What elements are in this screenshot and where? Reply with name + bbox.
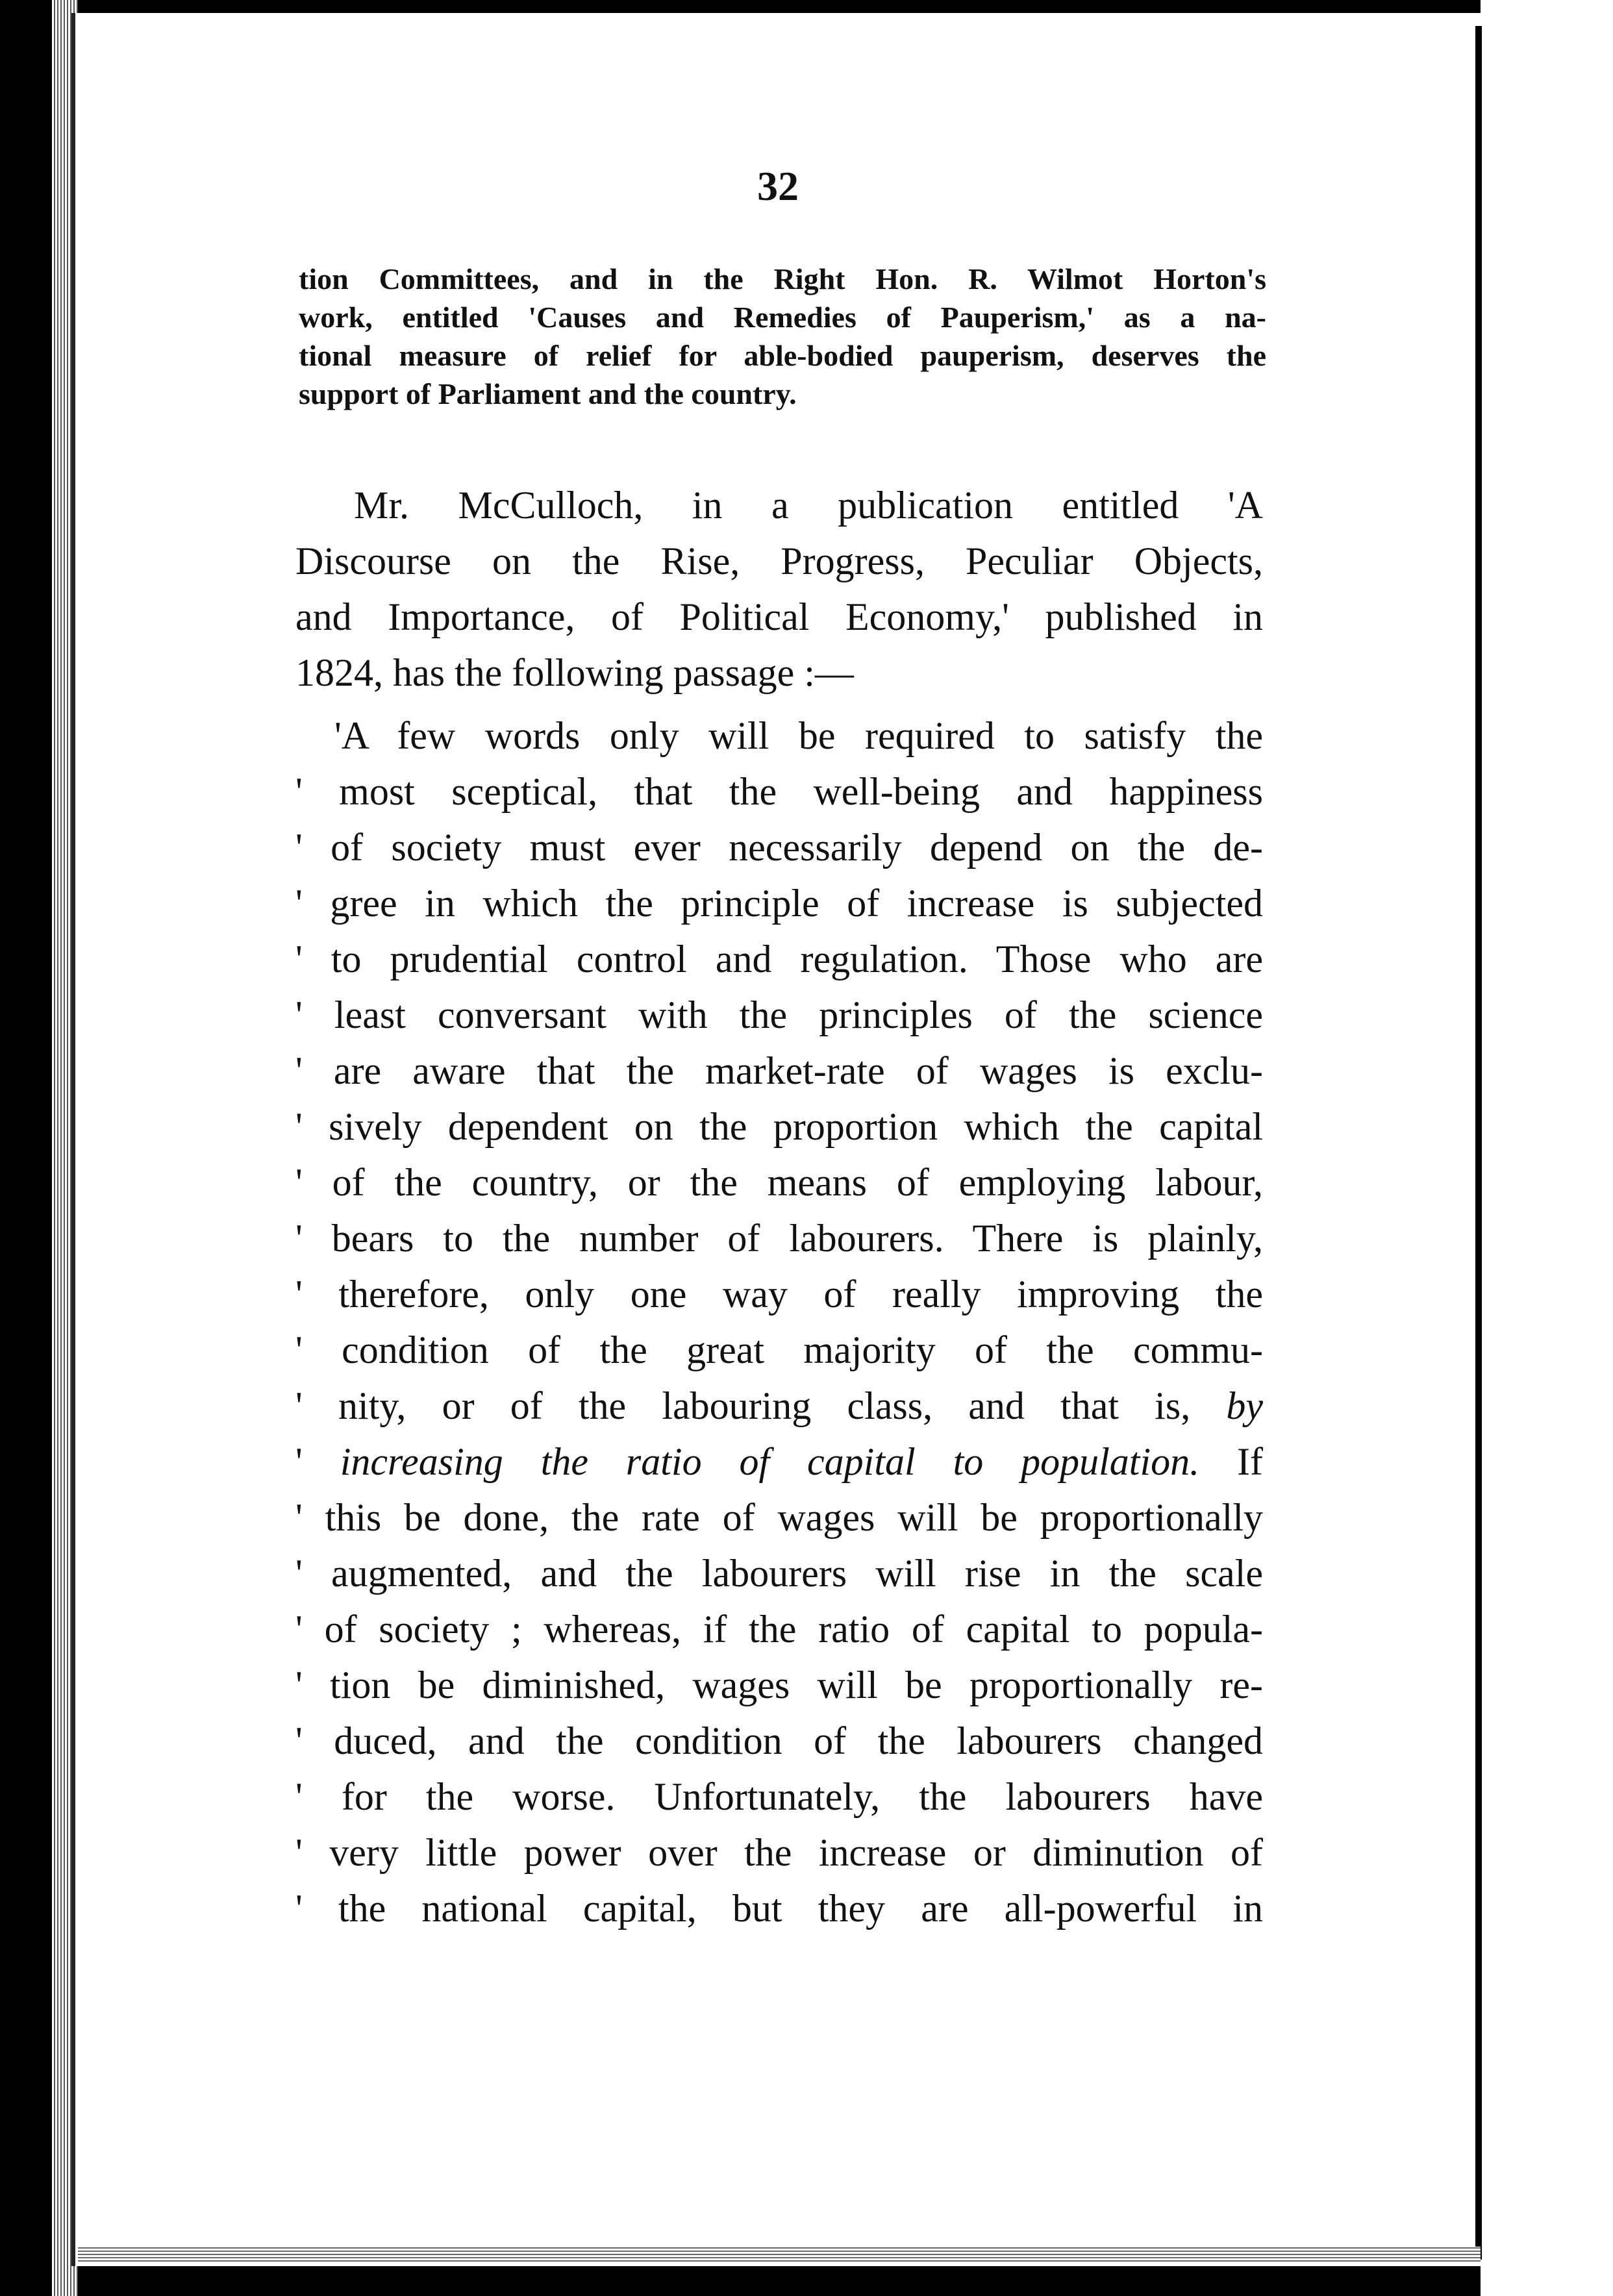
quote-text: ' [295,1440,340,1483]
quote-text: ' nity, or of the labouring class, and that is, [295,1384,1227,1427]
quote-line: ' condition of the great majority of the commu- [295,1329,1263,1371]
quote-line: ' of society ; whereas, if the ratio of capital to popula- [295,1608,1263,1651]
intro-line: Discourse on the Rise, Progress, Peculiar Objects, [295,540,1263,582]
quote-line: ' for the worse. Unfortunately, the labourers have [295,1775,1263,1818]
quote-line: 'A few words only will be required to satisfy the [334,714,1263,757]
page-edge-bottom [78,2247,1481,2264]
quote-line: ' duced, and the condition of the labourers changed [295,1719,1263,1762]
footnote-paragraph [299,260,1266,413]
quote-line: ' therefore, only one way of really improving the [295,1273,1263,1316]
quote-line: ' this be done, the rate of wages will be proportionally [295,1496,1263,1539]
footnote-line: tion Committees, and in the Right Hon. R. Wilmot Horton's [299,262,1266,295]
footnote-line: work, entitled 'Causes and Remedies of Pauperism,' as a na- [299,301,1266,334]
quote-line: ' sively dependent on the proportion which the capital [295,1105,1263,1148]
quoted-passage [295,708,1263,1936]
quote-line: ' bears to the number of labourers. There is plainly, [295,1217,1263,1260]
quote-line: ' the national capital, but they are all-powerful in [295,1887,1263,1930]
quote-line: ' to prudential control and regulation. Those who are [295,938,1263,980]
quote-line: ' very little power over the increase or diminution of [295,1831,1263,1874]
footnote-line: tional measure of relief for able-bodied pauperism, deserves the [299,339,1266,372]
quote-line-mixed [295,1378,1263,1434]
intro-line: 1824, has the following passage :— [295,651,854,694]
intro-paragraph [295,477,1263,701]
quote-line: ' of the country, or the means of employing labour, [295,1161,1263,1204]
quote-line: ' are aware that the market-rate of wages is exclu- [295,1049,1263,1092]
intro-line: and Importance, of Political Economy,' published in [295,595,1263,638]
quote-line: ' augmented, and the labourers will rise in the scale [295,1552,1263,1595]
quote-line: ' most sceptical, that the well-being and happiness [295,770,1263,813]
quote-italic-text: by [1226,1384,1263,1427]
quote-line: ' of society must ever necessarily depend on the de- [295,826,1263,869]
page-fold-line [1475,26,1482,2260]
quote-line-mixed [295,1434,1263,1490]
quote-text: If [1199,1440,1263,1483]
quote-italic-text: increasing the ratio of capital to population. [340,1440,1200,1483]
page-number: 32 [757,163,799,209]
right-margin [1481,0,1613,2296]
intro-line: Mr. McCulloch, in a publication entitled 'A [354,484,1263,527]
quote-line: ' least conversant with the principles of the science [295,993,1263,1036]
quote-line: ' gree in which the principle of increase is subjected [295,882,1263,925]
quote-line: ' tion be diminished, wages will be proportionally re- [295,1664,1263,1706]
footnote-line: support of Parliament and the country. [299,377,797,410]
